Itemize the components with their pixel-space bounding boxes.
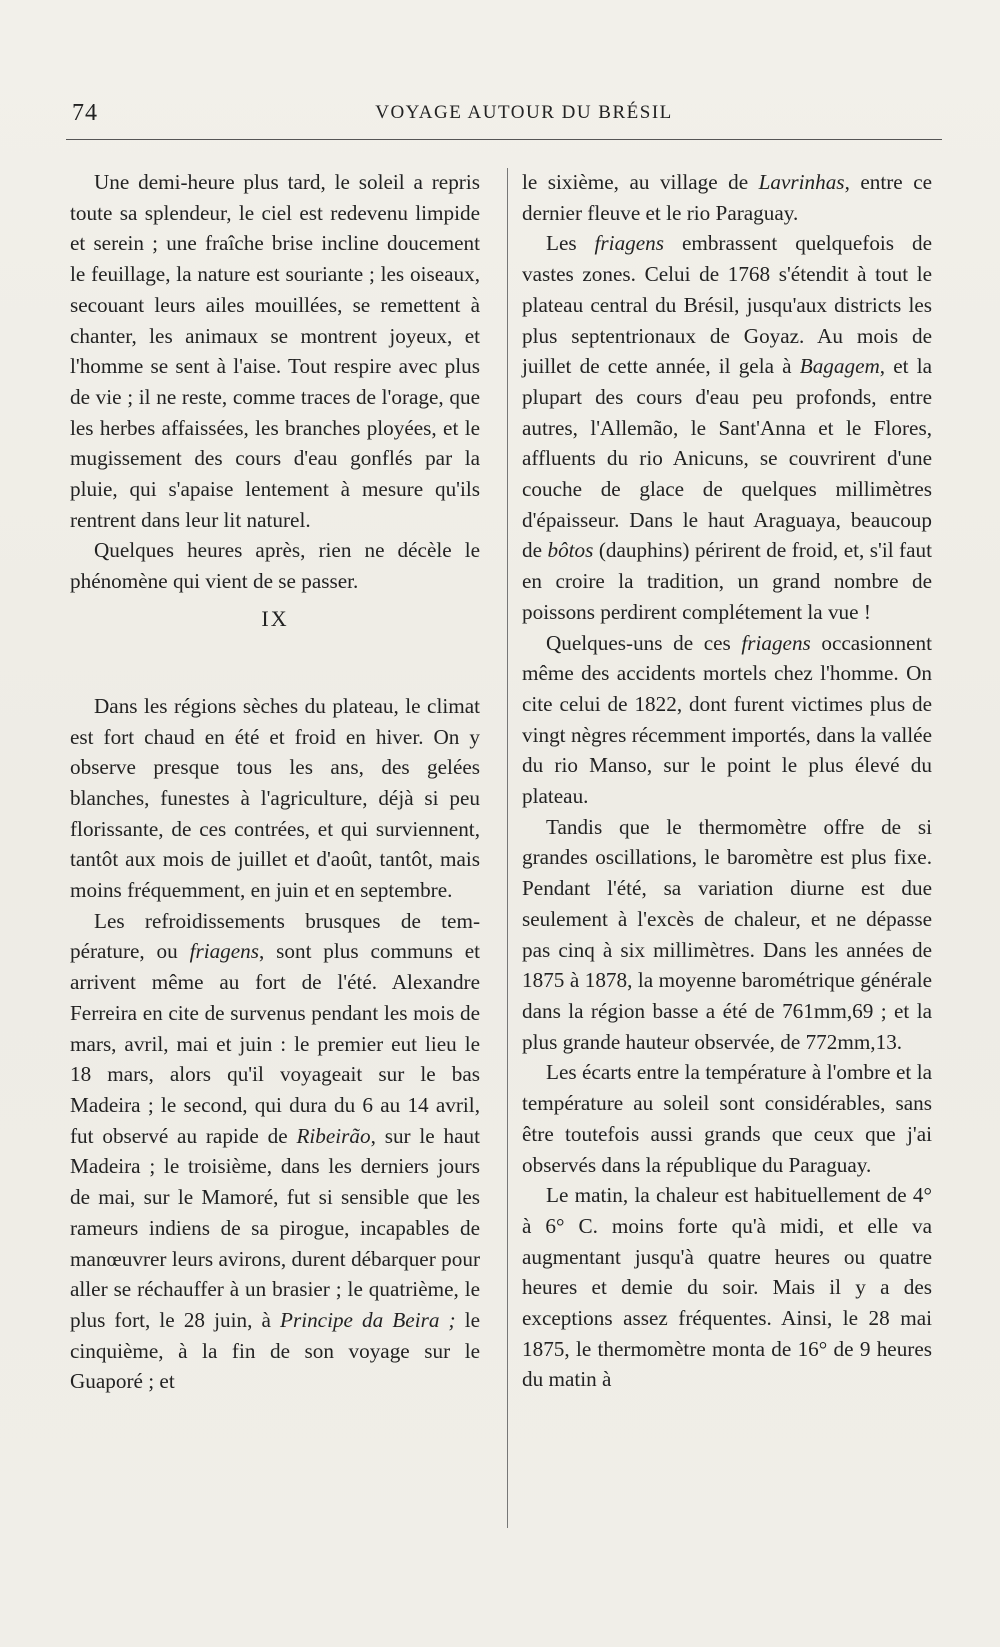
italic-place: Ribeirão bbox=[296, 1123, 371, 1148]
running-head: VOYAGE AUTOUR DU BRÉSIL bbox=[375, 102, 673, 123]
text-run: Les refroidissements brusques de température, ou bbox=[70, 908, 480, 964]
page-number: 74 bbox=[72, 100, 98, 126]
header-rule bbox=[66, 139, 942, 140]
text-run: le sixième, au village de bbox=[522, 170, 759, 194]
text-run: occasionnent même des accidents mortels chez l'homme. On cite celui de 1822, dont furent victimes plus de vingt nègres récemment importés, dans la vallée du rio Manso, sur le point le plus élevé du plateau. bbox=[522, 630, 932, 809]
paragraph: Dans les régions sèches du plateau, le climat est fort chaud en été et froid en hiver. On y observe presque tous les ans, des gelées blanches, funestes à l'agriculture, déjà si peu florissante, de ces contrées, et qui surviennent, tantôt aux mois de juillet et d'août, tantôt, mais moins fréquemment, en juin et en septembre. bbox=[70, 693, 480, 903]
text-run: le cinquième, à la fin de son voyage sur le Guaporé ; et bbox=[70, 1307, 480, 1394]
paragraph bbox=[70, 906, 480, 1397]
italic-term: friagens bbox=[594, 231, 664, 256]
text-run: , sont plus communs et arrivent même au fort de l'été. Alexandre Ferreira en cite de survenus pendant les mois de mars, avril, mai et juin : le premier eut lieu le 18 mars, alors qu'il voyageait sur le bas Madeira ; le second, qui dura du 6 au 14 avril, fut observé au rapide de bbox=[70, 939, 480, 1148]
text-run: , et la plupart des cours d'eau peu profonds, entre autres, l'Allemão, le Sant'Anna et le Flores, affluents du rio Anicuns, se couvrirent d'une couche de glace de quelques millimètres d'épaisseur. Dans le haut Araguaya, beaucoup de bbox=[522, 354, 932, 563]
text-run: , sur le haut Madeira ; le troisième, dans les derniers jours de mai, sur le Mamoré, fut si sensible que les rameurs indiens de sa pirogue, incapables de manœuvrer leurs avirons, durent débarquer pour aller se réchauffer à un brasier ; le quatrième, le plus fort, le 28 juin, à bbox=[70, 1123, 480, 1332]
paragraph bbox=[522, 628, 932, 812]
italic-place: Principe da Beira ; bbox=[280, 1307, 456, 1332]
italic-place: Lavrinhas bbox=[758, 170, 845, 194]
left-column bbox=[70, 167, 480, 1397]
italic-term: friagens bbox=[741, 630, 811, 655]
page-header bbox=[68, 96, 940, 136]
text-run: , entre ce dernier fleuve et le rio Paraguay. bbox=[522, 170, 932, 225]
text-run: Les bbox=[546, 231, 595, 256]
paragraph bbox=[522, 167, 932, 228]
right-column bbox=[522, 167, 932, 1395]
column-divider bbox=[507, 168, 508, 1528]
paragraph: Une demi-heure plus tard, le soleil a repris toute sa splendeur, le ciel est redevenu limpide et serein ; une fraîche brise incline doucement le feuillage, la nature est souriante ; les oiseaux, secouant leurs ailes mouillées, se remettent à chanter, les animaux se montrent joyeux, et l'homme se sent à l'aise. Tout respire avec plus de vie ; il ne reste, comme traces de l'orage, que les herbes affaissées, les branches ployées, et le mugissement des cours d'eau gonflés par la pluie, qui s'apaise lentement à mesure qu'ils rentrent dans leur lit naturel. bbox=[70, 170, 480, 532]
section-heading: IX bbox=[261, 605, 289, 631]
text-run: Quelques-uns de ces bbox=[546, 630, 742, 655]
text-run: embrassent quelquefois de vastes zones. Celui de 1768 s'étendit à tout le plateau central du Brésil, jusqu'aux districts les plus septentrionaux de Goyaz. Au mois de juillet de cette année, il gela à bbox=[522, 231, 932, 379]
italic-term: bôtos bbox=[547, 538, 594, 563]
paragraph: Le matin, la chaleur est habituellement de 4° à 6° C. moins forte qu'à midi, et elle va augmentant jusqu'à quatre heures ou quatre heures et demie du soir. Mais il y a des exceptions assez fréquentes. Ainsi, le 28 mai 1875, le thermomètre monta de 16° de 9 heures du matin à bbox=[522, 1183, 932, 1392]
italic-term: friagens bbox=[189, 939, 260, 964]
paragraph: Quelques heures après, rien ne décèle le phénomène qui vient de se passer. bbox=[70, 538, 480, 594]
italic-place: Bagagem bbox=[799, 354, 880, 379]
paragraph bbox=[522, 228, 932, 627]
paragraph: Les écarts entre la température à l'ombre et la température au soleil sont considérables, sans être toutefois aussi grands que ceux que j'ai observés dans la république du Paraguay. bbox=[522, 1060, 932, 1177]
text-run: (dauphins) périrent de froid, et, s'il faut en croire la tradition, un grand nombre de poissons perdirent complétement la vue ! bbox=[522, 538, 932, 624]
paragraph: Tandis que le thermomètre offre de si grandes oscillations, le baromètre est plus fixe. Pendant l'été, sa variation diurne est due seulement à l'excès de chaleur, et ne dépasse pas cinq à six millimètres. Dans les années de 1875 à 1878, la moyenne barométrique générale dans la région basse a été de 761mm,69 ; et la plus grande hauteur observée, de 772mm,13. bbox=[522, 814, 932, 1054]
